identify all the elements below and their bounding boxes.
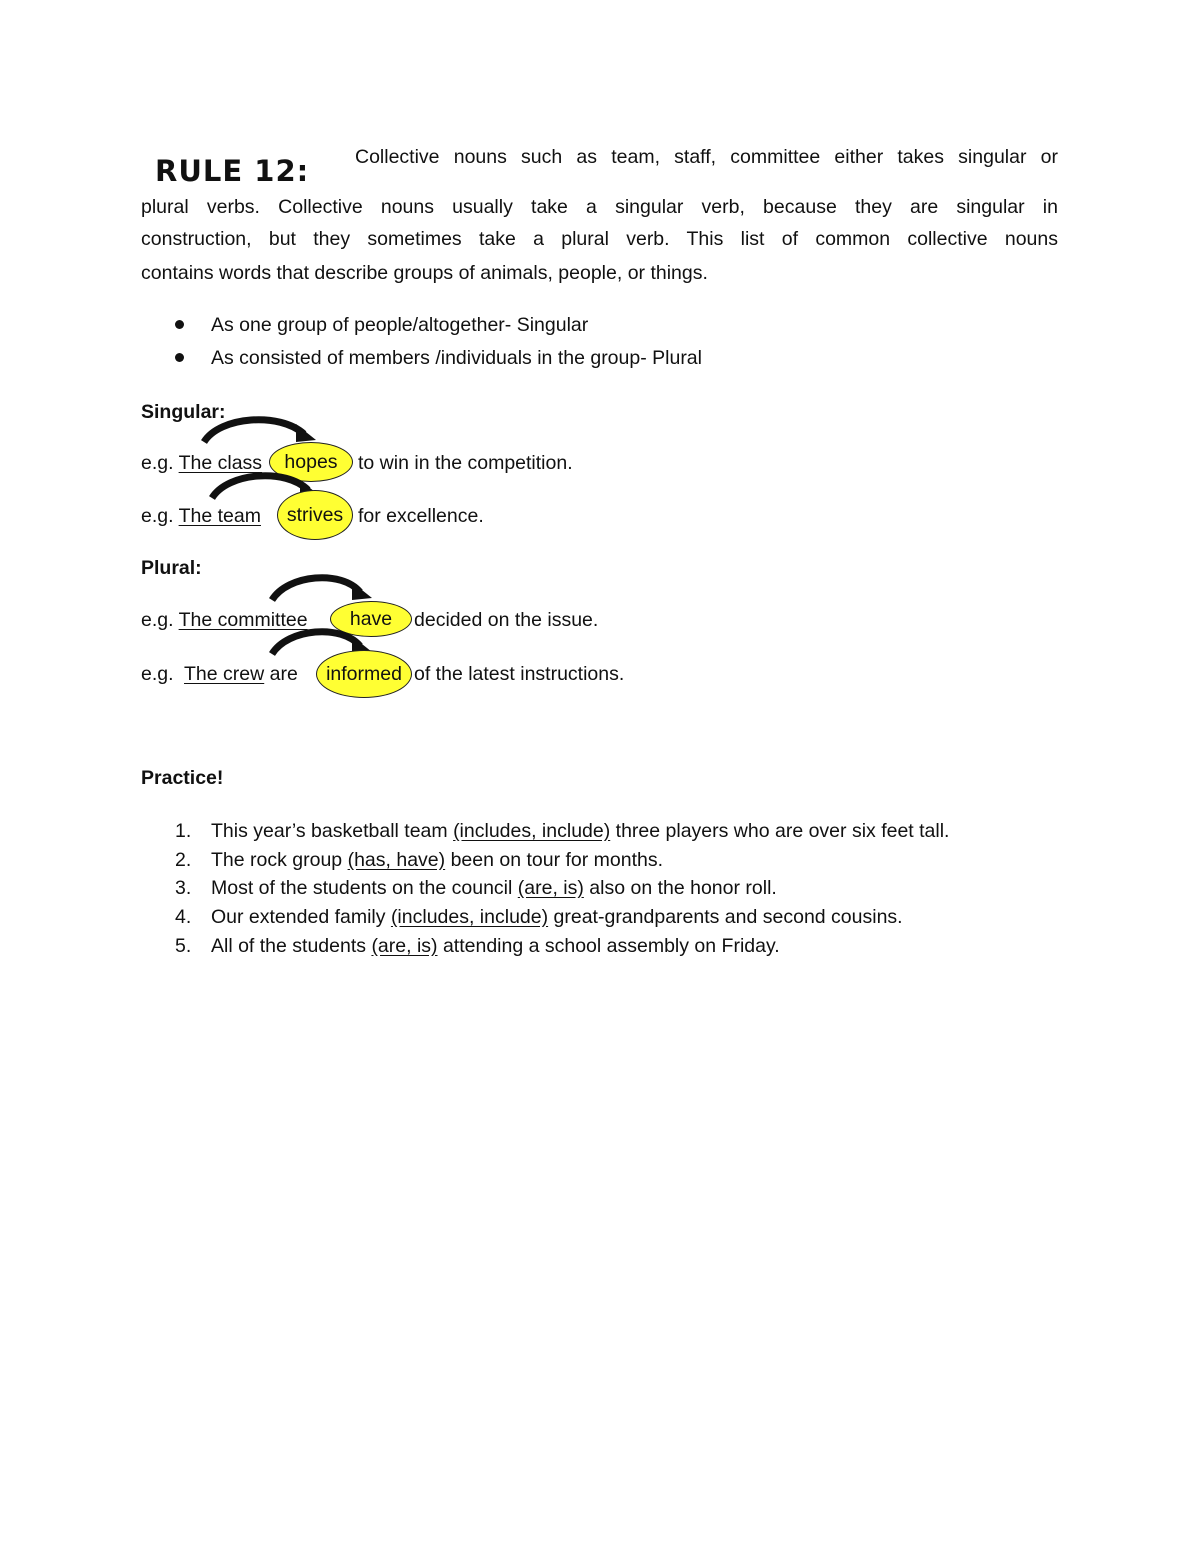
practice-item bbox=[211, 876, 777, 900]
verb-highlight: hopes bbox=[269, 442, 353, 482]
example-rest: for excellence. bbox=[358, 505, 484, 527]
practice-item bbox=[211, 934, 780, 958]
practice-text: The rock group bbox=[211, 849, 343, 871]
example-rest: of the latest instructions. bbox=[414, 663, 625, 685]
verb-highlight: informed bbox=[316, 650, 412, 698]
practice-text: Our extended family bbox=[211, 906, 386, 928]
verb-highlight: strives bbox=[277, 490, 353, 540]
singular-heading: Singular: bbox=[141, 401, 226, 423]
practice-text: This year’s basketball team bbox=[211, 820, 448, 842]
bullet-dot bbox=[175, 320, 184, 329]
practice-number: 1. bbox=[175, 820, 192, 842]
example-prefix: e.g. bbox=[141, 505, 174, 527]
verb-highlight: have bbox=[330, 601, 412, 637]
practice-choice: (are, is) bbox=[371, 935, 438, 957]
bullet-singular: As one group of people/altogether- Singular bbox=[211, 314, 589, 336]
example-subject: The class bbox=[178, 452, 263, 474]
practice-text: three players who are over six feet tall. bbox=[615, 820, 950, 842]
bullet-plural: As consisted of members /individuals in the group- Plural bbox=[211, 347, 702, 369]
practice-text: been on tour for months. bbox=[450, 849, 664, 871]
example-rest: to win in the competition. bbox=[358, 452, 573, 474]
bullet-dot bbox=[175, 353, 184, 362]
example-subject: The committee bbox=[178, 609, 308, 631]
rule-intro-line-4: contains words that describe groups of animals, people, or things. bbox=[141, 262, 708, 284]
practice-text: great-grandparents and second cousins. bbox=[553, 906, 903, 928]
example-prefix: e.g. bbox=[141, 609, 174, 631]
practice-item bbox=[211, 905, 903, 929]
practice-choice: (are, is) bbox=[517, 877, 584, 899]
rule-title: RULE 12: bbox=[155, 154, 310, 188]
practice-number: 2. bbox=[175, 849, 192, 871]
plural-heading: Plural: bbox=[141, 557, 202, 579]
example-linking-verb: are bbox=[269, 663, 298, 685]
rule-intro-line-3: construction, but they sometimes take a plural verb. This list of common collective nouns bbox=[141, 228, 1058, 250]
example-prefix: e.g. bbox=[141, 452, 174, 474]
practice-number: 5. bbox=[175, 935, 192, 957]
practice-item bbox=[211, 819, 949, 843]
practice-item bbox=[211, 848, 663, 872]
practice-text: also on the honor roll. bbox=[589, 877, 777, 899]
practice-choice: (includes, include) bbox=[453, 820, 611, 842]
practice-choice: (includes, include) bbox=[390, 906, 549, 928]
practice-text: Most of the students on the council bbox=[211, 877, 513, 899]
example-rest: decided on the issue. bbox=[414, 609, 599, 631]
plural-example-2 bbox=[141, 662, 298, 686]
rule-intro-line-1: Collective nouns such as team, staff, committee either takes singular or bbox=[355, 146, 1058, 168]
practice-text: All of the students bbox=[211, 935, 367, 957]
practice-heading: Practice! bbox=[141, 767, 224, 789]
practice-text: attending a school assembly on Friday. bbox=[442, 935, 780, 957]
practice-choice: (has, have) bbox=[347, 849, 446, 871]
singular-example-2 bbox=[141, 504, 261, 528]
example-prefix: e.g. bbox=[141, 663, 174, 685]
practice-number: 3. bbox=[175, 877, 192, 899]
curved-arrow-icon bbox=[268, 574, 378, 604]
example-subject: The team bbox=[178, 505, 261, 527]
example-subject: The crew bbox=[184, 663, 265, 685]
rule-intro-line-2: plural verbs. Collective nouns usually take a singular verb, because they are singular in bbox=[141, 196, 1058, 218]
practice-number: 4. bbox=[175, 906, 192, 928]
